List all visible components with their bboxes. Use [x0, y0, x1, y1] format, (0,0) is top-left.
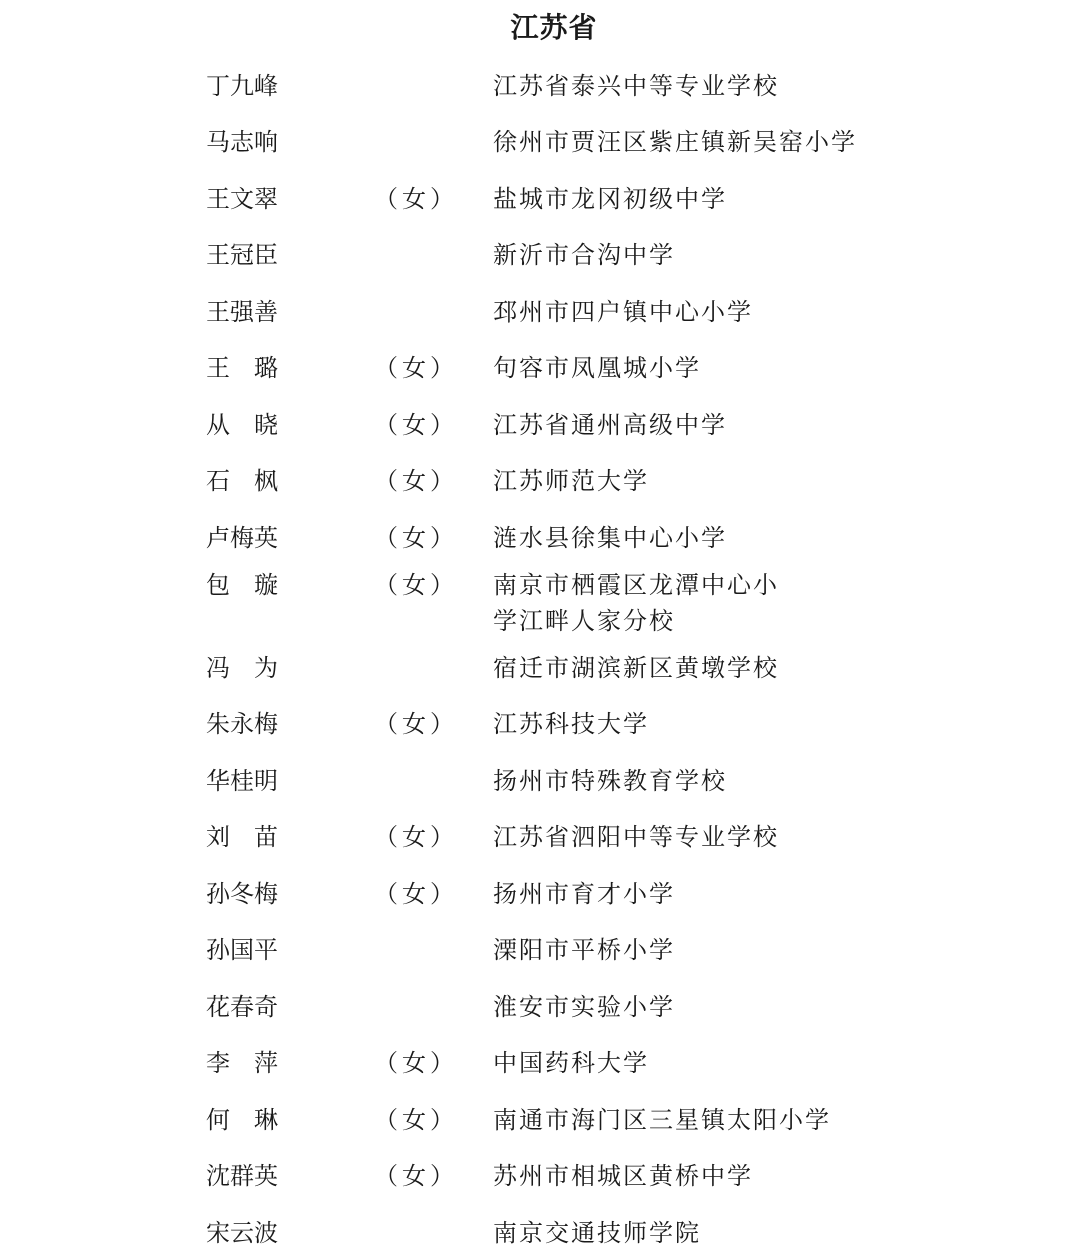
person-name: 王冠臣 [206, 241, 278, 269]
list-item [0, 763, 1080, 803]
school-name: 南京市栖霞区龙潭中心小学江畔人家分校 [493, 571, 779, 635]
school-name: 涟水县徐集中心小学 [493, 524, 727, 552]
person-name: 孙国平 [206, 936, 278, 964]
gender-note: （女） [374, 185, 458, 213]
school-name: 邳州市四户镇中心小学 [493, 298, 753, 326]
gender-note: （女） [374, 1162, 458, 1190]
school-name: 南京交通技师学院 [493, 1219, 701, 1247]
list-item [0, 567, 1080, 647]
gender-note: （女） [374, 823, 458, 851]
school-name: 新沂市合沟中学 [493, 241, 675, 269]
gender-note: （女） [374, 467, 458, 495]
school-name: 江苏科技大学 [493, 710, 649, 738]
person-name: 何琳 [206, 1106, 302, 1134]
list-item [0, 876, 1080, 916]
person-name: 花春奇 [206, 993, 278, 1021]
person-name: 王文翠 [206, 185, 278, 213]
person-name: 石枫 [206, 467, 302, 495]
gender-note: （女） [374, 1106, 458, 1134]
school-name: 扬州市特殊教育学校 [493, 767, 727, 795]
school-name: 徐州市贾汪区紫庄镇新吴窑小学 [493, 128, 857, 156]
list-item [0, 1215, 1080, 1255]
school-name: 盐城市龙冈初级中学 [493, 185, 727, 213]
person-name: 马志响 [206, 128, 278, 156]
school-name: 扬州市育才小学 [493, 880, 675, 908]
person-name: 包璇 [206, 571, 302, 599]
list-item [0, 181, 1080, 221]
school-name: 南通市海门区三星镇太阳小学 [493, 1106, 831, 1134]
person-name: 朱永梅 [206, 710, 278, 738]
list-item [0, 932, 1080, 972]
list-item [0, 124, 1080, 164]
school-name: 中国药科大学 [493, 1049, 649, 1077]
gender-note: （女） [374, 524, 458, 552]
gender-note: （女） [374, 411, 458, 439]
person-name: 从晓 [206, 411, 302, 439]
school-name: 溧阳市平桥小学 [493, 936, 675, 964]
list-item [0, 294, 1080, 334]
gender-note: （女） [374, 710, 458, 738]
list-item [0, 1158, 1080, 1198]
person-name: 华桂明 [206, 767, 278, 795]
list-item [0, 407, 1080, 447]
person-name: 卢梅英 [206, 524, 278, 552]
person-name: 冯为 [206, 654, 302, 682]
list-item [0, 989, 1080, 1029]
person-name: 宋云波 [206, 1219, 278, 1247]
list-item [0, 650, 1080, 690]
list-item [0, 819, 1080, 859]
school-name: 江苏省通州高级中学 [493, 411, 727, 439]
person-name: 王璐 [206, 354, 302, 382]
gender-note: （女） [374, 880, 458, 908]
list-item [0, 350, 1080, 390]
school-name: 江苏省泰兴中等专业学校 [493, 72, 779, 100]
school-name: 江苏省泗阳中等专业学校 [493, 823, 779, 851]
list-item [0, 68, 1080, 108]
school-name: 苏州市相城区黄桥中学 [493, 1162, 753, 1190]
person-name: 孙冬梅 [206, 880, 278, 908]
list-item [0, 706, 1080, 746]
list-item [0, 463, 1080, 503]
school-name: 宿迁市湖滨新区黄墩学校 [493, 654, 779, 682]
school-name: 句容市凤凰城小学 [493, 354, 701, 382]
person-name: 沈群英 [206, 1162, 278, 1190]
person-name: 刘苗 [206, 823, 302, 851]
gender-note: （女） [374, 1049, 458, 1077]
school-name: 江苏师范大学 [493, 467, 649, 495]
gender-note: （女） [374, 571, 458, 599]
list-item [0, 1102, 1080, 1142]
page-title: 江苏省 [510, 11, 598, 44]
list-item [0, 1045, 1080, 1085]
list-item [0, 520, 1080, 560]
list-item [0, 237, 1080, 277]
person-name: 李萍 [206, 1049, 302, 1077]
school-name: 淮安市实验小学 [493, 993, 675, 1021]
person-name: 丁九峰 [206, 72, 278, 100]
gender-note: （女） [374, 354, 458, 382]
person-name: 王强善 [206, 298, 278, 326]
